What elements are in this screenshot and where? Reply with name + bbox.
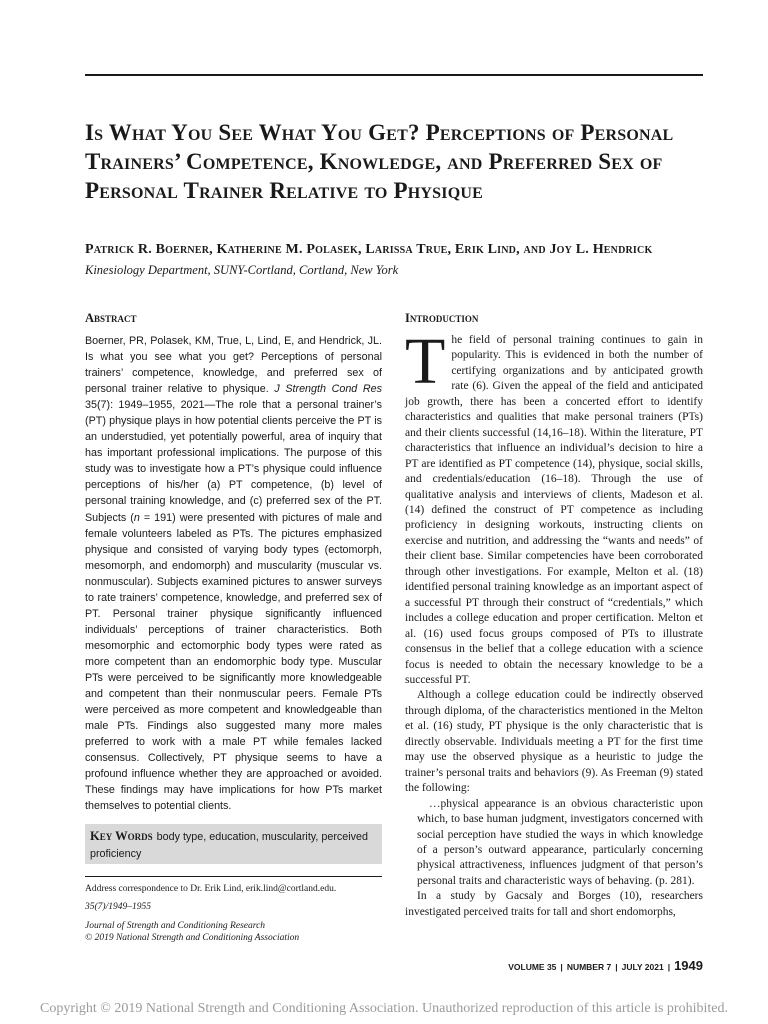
intro-paragraph-3: In a study by Gacsaly and Borges (10), researchers investigated perceived traits for tall and short endomorphs,	[405, 890, 703, 918]
copyright-banner: Copyright © 2019 National Strength and Conditioning Association. Unauthorized reproduction of this article is prohibited.	[40, 1001, 728, 1016]
keywords-label: Key Words	[90, 829, 153, 843]
footer-separator: |	[560, 962, 563, 972]
footnote-rule	[85, 876, 382, 877]
intro-paragraph-1	[405, 325, 703, 688]
footer-separator: |	[615, 962, 618, 972]
abstract-text-part1: The role that a personal trainer’s (PT) physique plays in how potential clients perceive the PT is an understudied, yet potentially powerful, area of inquiry that has important professional implications. The purpose of this study was to investigate how a PT’s physique could influence perceptions of his/her (a) PT competence, (b) level of personal training knowledge, and (c) preferred sex of the PT. Subjects (	[85, 399, 382, 524]
footer-separator: |	[667, 962, 671, 972]
footer-number: NUMBER 7	[566, 962, 612, 972]
intro-paragraph-2: Although a college education could be indirectly observed through diploma, of the characteristics mentioned in the Melton et al. (16) study, PT physique is the only characteristic that is directly observable. Individuals meeting a PT for the first time may use the observed physique as a heuristic to judge the trainer’s personal traits and behaviors (9). As Freeman (9) stated the following:	[405, 689, 703, 795]
top-rule	[85, 74, 703, 76]
author-list: Patrick R. Boerner, Katherine M. Polasek, Larissa True, Erik Lind, and Joy L. Hendrick	[85, 242, 653, 257]
abstract-text-part2: = 191) were presented with pictures of male and female volunteers labeled as PTs. The pictures emphasized physique and consisted of varying body types (ectomorph, mesomorph, and endomorph) and muscularity (muscular vs. nonmuscular). Subjects examined pictures to answer surveys to rate trainers’ competence, knowledge, and preferred sex of PT. Personal trainer physique significantly influenced individuals’ perceptions of trainer characteristics. Both mesomorphic and ectomorphic body types were rated as more competent than an endomorphic body type. Muscular PTs were perceived to be significantly more knowledgeable and competent than their nonmuscular peers. Female PTs were perceived as more competent and knowledgeable than male PTs. Findings also suggested many more males preferred to work with a male PT while females lacked consensus. Collectively, PT physique seems to have a profound influence whether they are approached or avoided. These findings may have implications for how PTs market themselves to potential clients.	[85, 511, 382, 813]
abstract-body	[85, 333, 382, 814]
dropcap-letter: T	[405, 325, 446, 398]
journal-abbrev: J Strength Cond Res	[274, 383, 382, 396]
page-footer	[508, 958, 703, 973]
correspondence-note: Address correspondence to Dr. Erik Lind, erik.lind@cortland.edu.	[85, 884, 337, 894]
introduction-body	[405, 325, 703, 920]
article-title: Is What You See What You Get? Perceptions of Personal Trainers’ Competence, Knowledge, and Preferred Sex of Personal Trainer Relative to Physique	[85, 120, 674, 203]
keywords-box	[85, 824, 382, 864]
affiliation: Kinesiology Department, SUNY-Cortland, Cortland, New York	[85, 263, 399, 277]
introduction-heading: Introduction	[405, 311, 479, 325]
footer-date: JULY 2021	[621, 962, 664, 972]
abstract-citation-volume: 35(7): 1949–1955, 2021—	[85, 399, 216, 412]
abstract-heading: Abstract	[85, 311, 137, 325]
volume-note: 35(7)/1949–1955	[85, 902, 151, 912]
intro-paragraph-1-text: he field of personal training continues to gain in popularity. This is evidenced in both the number of certifying organizations and by anticipated growth rate (6). Given the appeal of the field and anticipated job growth, there has been a concerted effort to identify characteristics and qualities that make personal trainers (PTs) and their clients successful (14,16–18). Within the literature, PT characteristics that influence an individual’s decision to hire a PT are identified as PT competence (14), physique, social skills, and credentials/education (16–18). Through the use of qualitative analysis and interviews of clients, Madeson et al. (14) defined the construct of PT competence as including proficiency in designing workouts, instructing clients on exercise and nutrition, and addressing the “wants and needs” of their client base. Similar competencies have been corroborated through other investigations. For example, Melton et al. (18) identified personal training knowledge as an important aspect of a successful PT through their construct of “credentials,” which includes a college education and proper certification. Melton et al. (16) used focus groups composed of PTs to illustrate consensus in the belief that a college education with a science focus is needed to obtain the necessary knowledge to be a successful PT.	[405, 334, 703, 686]
n-variable: n	[133, 511, 140, 524]
page-number: 1949	[674, 958, 703, 973]
footer-volume: VOLUME 35	[508, 962, 557, 972]
journal-name-note: Journal of Strength and Conditioning Research	[85, 921, 266, 931]
block-quote: …physical appearance is an obvious characteristic upon which, to base human judgment, investigators concerned with social perception have studied the ways in which knowledge of a person’s outward appearance, particularly concerning physical attractiveness, influences judgment of that person’s personal traits and characteristic ways of behaving. (p. 281).	[417, 797, 703, 887]
keywords-text: body type, education, muscularity, perceived proficiency	[90, 831, 368, 860]
copyright-note: © 2019 National Strength and Conditioning Association	[85, 933, 300, 943]
abstract-citation: Boerner, PR, Polasek, KM, True, L, Lind, E, and Hendrick, JL. Is what you see what you get? Perceptions of personal trainers’ competence, knowledge, and preferred sex of personal trainer relative to physique.	[85, 335, 382, 396]
